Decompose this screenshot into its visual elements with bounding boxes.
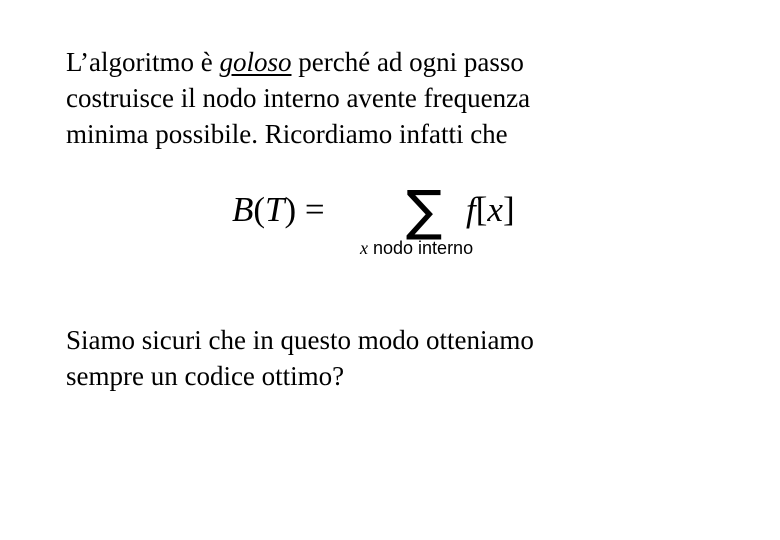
formula-close-bracket: ] <box>502 190 515 229</box>
formula-open-bracket: [ <box>475 190 488 229</box>
subscript-variable: x <box>360 238 368 258</box>
formula-close-paren: ) <box>284 190 297 229</box>
formula-open-paren: ( <box>253 190 266 229</box>
formula-function-f: f <box>466 190 476 229</box>
question-line2: sempre un codice ottimo? <box>66 361 345 391</box>
formula-arg-x: x <box>487 190 503 229</box>
intro-text-line3: minima possibile. Ricordiamo infatti che <box>66 119 508 149</box>
emphasized-word: goloso <box>219 47 292 77</box>
intro-text-start: L’algoritmo è <box>66 47 220 77</box>
question-line1: Siamo sicuri che in questo modo otteniamo <box>66 325 534 355</box>
summation-subscript <box>360 238 473 258</box>
formula-lhs <box>232 190 325 230</box>
cost-formula <box>232 179 552 262</box>
formula-equals: = <box>304 190 325 229</box>
formula-rhs <box>466 190 515 230</box>
summation-symbol: ∑ <box>406 179 443 242</box>
intro-paragraph <box>66 44 530 152</box>
intro-text-line1-rest: perché ad ogni passo <box>291 47 524 77</box>
question-paragraph <box>66 322 534 394</box>
subscript-text: nodo interno <box>368 238 474 258</box>
formula-function-b: B <box>232 190 254 229</box>
intro-text-line2: costruisce il nodo interno avente frequenza <box>66 83 531 113</box>
formula-arg-t: T <box>265 190 285 229</box>
